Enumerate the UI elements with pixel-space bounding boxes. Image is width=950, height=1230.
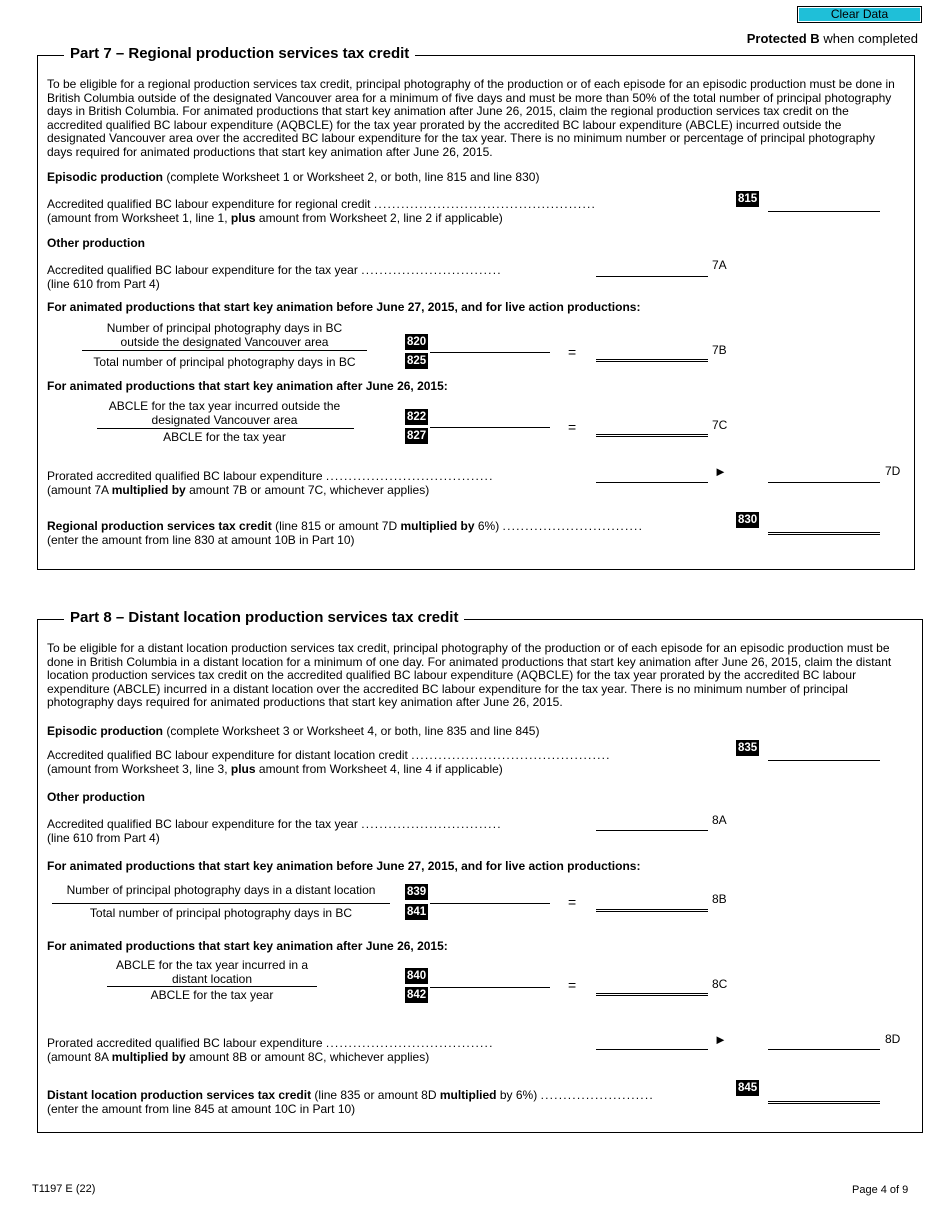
line845-label: Distant location production services tax credit (line 835 or amount 8D multiplied by 6%) ......................... [47,1088,654,1102]
amount-7b-field[interactable] [596,359,708,362]
line8a-label: Accredited qualified BC labour expenditure for the tax year ............................... [47,817,502,831]
frac7b-line [82,350,367,351]
part8-intro: To be eligible for a distant location production services tax credit, principal photography of the production or of each episode for an episodic production must be done in British Columbia in a distant location for a minimum of one day. For animated productions that start key animation after June 26, 2015, claim the distant location production services tax credit on the accredited qualified BC labour expenditure (AQBCLE) for the tax year prorated by the accredited BC labour expenditure (ABCLE) incurred in a distant location over the accredited BC labour expenditure for the tax year. There is no minimum number of principal photography days required for animated productions that start key animation after June 26, 2015. [47,641,892,709]
code-839: 839 [407,886,427,898]
code-835: 835 [738,742,758,754]
code-827: 827 [407,430,427,442]
clear-data-button[interactable]: Clear Data [797,6,922,23]
part7-after-heading: For animated productions that start key animation after June 26, 2015: [47,379,448,393]
part7-other-heading: Other production [47,236,145,250]
line8d-label: Prorated accredited qualified BC labour expenditure ..................................... [47,1036,494,1050]
part7-before-heading: For animated productions that start key animation before June 27, 2015, and for live action productions: [47,300,641,314]
amount-8b-label: 8B [712,892,727,906]
amount-7a-label: 7A [712,258,727,272]
code-840: 840 [407,970,427,982]
code-842: 842 [407,989,427,1001]
amount-8d-left-field[interactable] [596,1049,708,1050]
amount-8d-label: 8D [885,1032,901,1046]
frac7b-numerator: Number of principal photography days in BC outside the designated Vancouver area [106,321,343,349]
amount-7c-field[interactable] [596,434,708,437]
part8-before-heading: For animated productions that start key animation before June 27, 2015, and for live action productions: [47,859,641,873]
part8-title: Part 8 – Distant location production services tax credit [64,609,464,626]
line835-sub: (amount from Worksheet 3, line 3, plus amount from Worksheet 4, line 4 if applicable) [47,762,503,776]
line830-field[interactable] [768,532,880,535]
line815-label: Accredited qualified BC labour expenditure for regional credit ................................................. [47,197,597,211]
frac8c-line [107,986,317,987]
frac8b-field-line[interactable] [430,903,550,904]
frac7b-field-line[interactable] [430,352,550,353]
eq-8b: = [568,894,577,910]
line835-label: Accredited qualified BC labour expenditure for distant location credit ............................................ [47,748,611,762]
amount-8c-label: 8C [712,977,728,991]
frac7c-numerator: ABCLE for the tax year incurred outside the designated Vancouver area [108,399,341,427]
part8-episodic-heading: Episodic production (complete Worksheet 3 or Worksheet 4, or both, line 835 and line 845) [47,724,540,738]
line7a-sub: (line 610 from Part 4) [47,277,160,291]
code-845: 845 [738,1082,758,1094]
line830-label: Regional production services tax credit (line 815 or amount 7D multiplied by 6%) ............................... [47,519,644,533]
arrow-7d-icon: ► [714,464,727,479]
amount-7d-left-field[interactable] [596,482,708,483]
line815-sub: (amount from Worksheet 1, line 1, plus amount from Worksheet 2, line 2 if applicable) [47,211,503,225]
amount-7c-label: 7C [712,418,728,432]
frac8c-field-line[interactable] [430,987,550,988]
protected-b-notice: Protected B when completed [746,31,918,46]
frac7c-denominator: ABCLE for the tax year [163,430,286,444]
code-841: 841 [407,906,427,918]
frac8c-denominator: ABCLE for the tax year [150,988,274,1002]
frac7c-field-line[interactable] [430,427,550,428]
eq-8c: = [568,977,577,993]
line815-field[interactable] [768,211,880,212]
frac8b-numerator: Number of principal photography days in a distant location [66,883,376,897]
amount-8d-field[interactable] [768,1049,880,1050]
code-830: 830 [738,514,758,526]
form-id: T1197 E (22) [32,1183,96,1195]
code-820: 820 [407,336,427,348]
amount-8b-field[interactable] [596,909,708,912]
eq-7b: = [568,344,577,360]
line7a-label: Accredited qualified BC labour expenditure for the tax year ............................... [47,263,502,277]
code-815: 815 [738,193,758,205]
frac7c-line [97,428,354,429]
line7d-sub: (amount 7A multiplied by amount 7B or amount 7C, whichever applies) [47,483,430,497]
line7d-label: Prorated accredited qualified BC labour expenditure ..................................... [47,469,494,483]
arrow-8d-icon: ► [714,1032,727,1047]
frac8c-numerator: ABCLE for the tax year incurred in a distant location [115,958,309,986]
part8-after-heading: For animated productions that start key animation after June 26, 2015: [47,939,448,953]
code-825: 825 [407,355,427,367]
frac8b-denominator: Total number of principal photography days in BC [89,906,353,920]
line845-sub: (enter the amount from line 845 at amount 10C in Part 10) [47,1102,356,1116]
part7-title: Part 7 – Regional production services tax credit [64,45,415,62]
part8-other-heading: Other production [47,790,145,804]
page-number: Page 4 of 9 [852,1184,909,1196]
amount-7d-field[interactable] [768,482,880,483]
amount-7b-label: 7B [712,343,727,357]
amount-7d-label: 7D [885,464,901,478]
part7-intro: To be eligible for a regional production services tax credit, principal photography of the production or of each episode for an episodic production must be done in British Columbia outside of the designated Vancouver area for a minimum of five days and must be more than 50% of the total number of principal photography days in British Columbia. For animated productions that start key animation after June 26, 2015, claim the regional production services tax credit on the accredited qualified BC labour expenditure (AQBCLE) for the tax year prorated by the accredited BC labour expenditure (ABCLE) incurred outside the designated Vancouver area over the accredited BC labour expenditure for the tax year. There is no minimum number or percentage of principal photography days required for animated productions that start key animation after June 26, 2015. [47,77,895,159]
amount-8a-label: 8A [712,813,727,827]
frac8b-line [52,903,390,904]
amount-7a-field[interactable] [596,276,708,277]
amount-8a-field[interactable] [596,830,708,831]
amount-8c-field[interactable] [596,993,708,996]
eq-7c: = [568,419,577,435]
line8a-sub: (line 610 from Part 4) [47,831,160,845]
code-822: 822 [407,411,427,423]
line845-field[interactable] [768,1101,880,1104]
part7-episodic-heading: Episodic production (complete Worksheet 1 or Worksheet 2, or both, line 815 and line 830) [47,170,540,184]
line830-sub: (enter the amount from line 830 at amount 10B in Part 10) [47,533,355,547]
line8d-sub: (amount 8A multiplied by amount 8B or amount 8C, whichever applies) [47,1050,430,1064]
frac7b-denominator: Total number of principal photography days in BC [93,355,356,369]
line835-field[interactable] [768,760,880,761]
